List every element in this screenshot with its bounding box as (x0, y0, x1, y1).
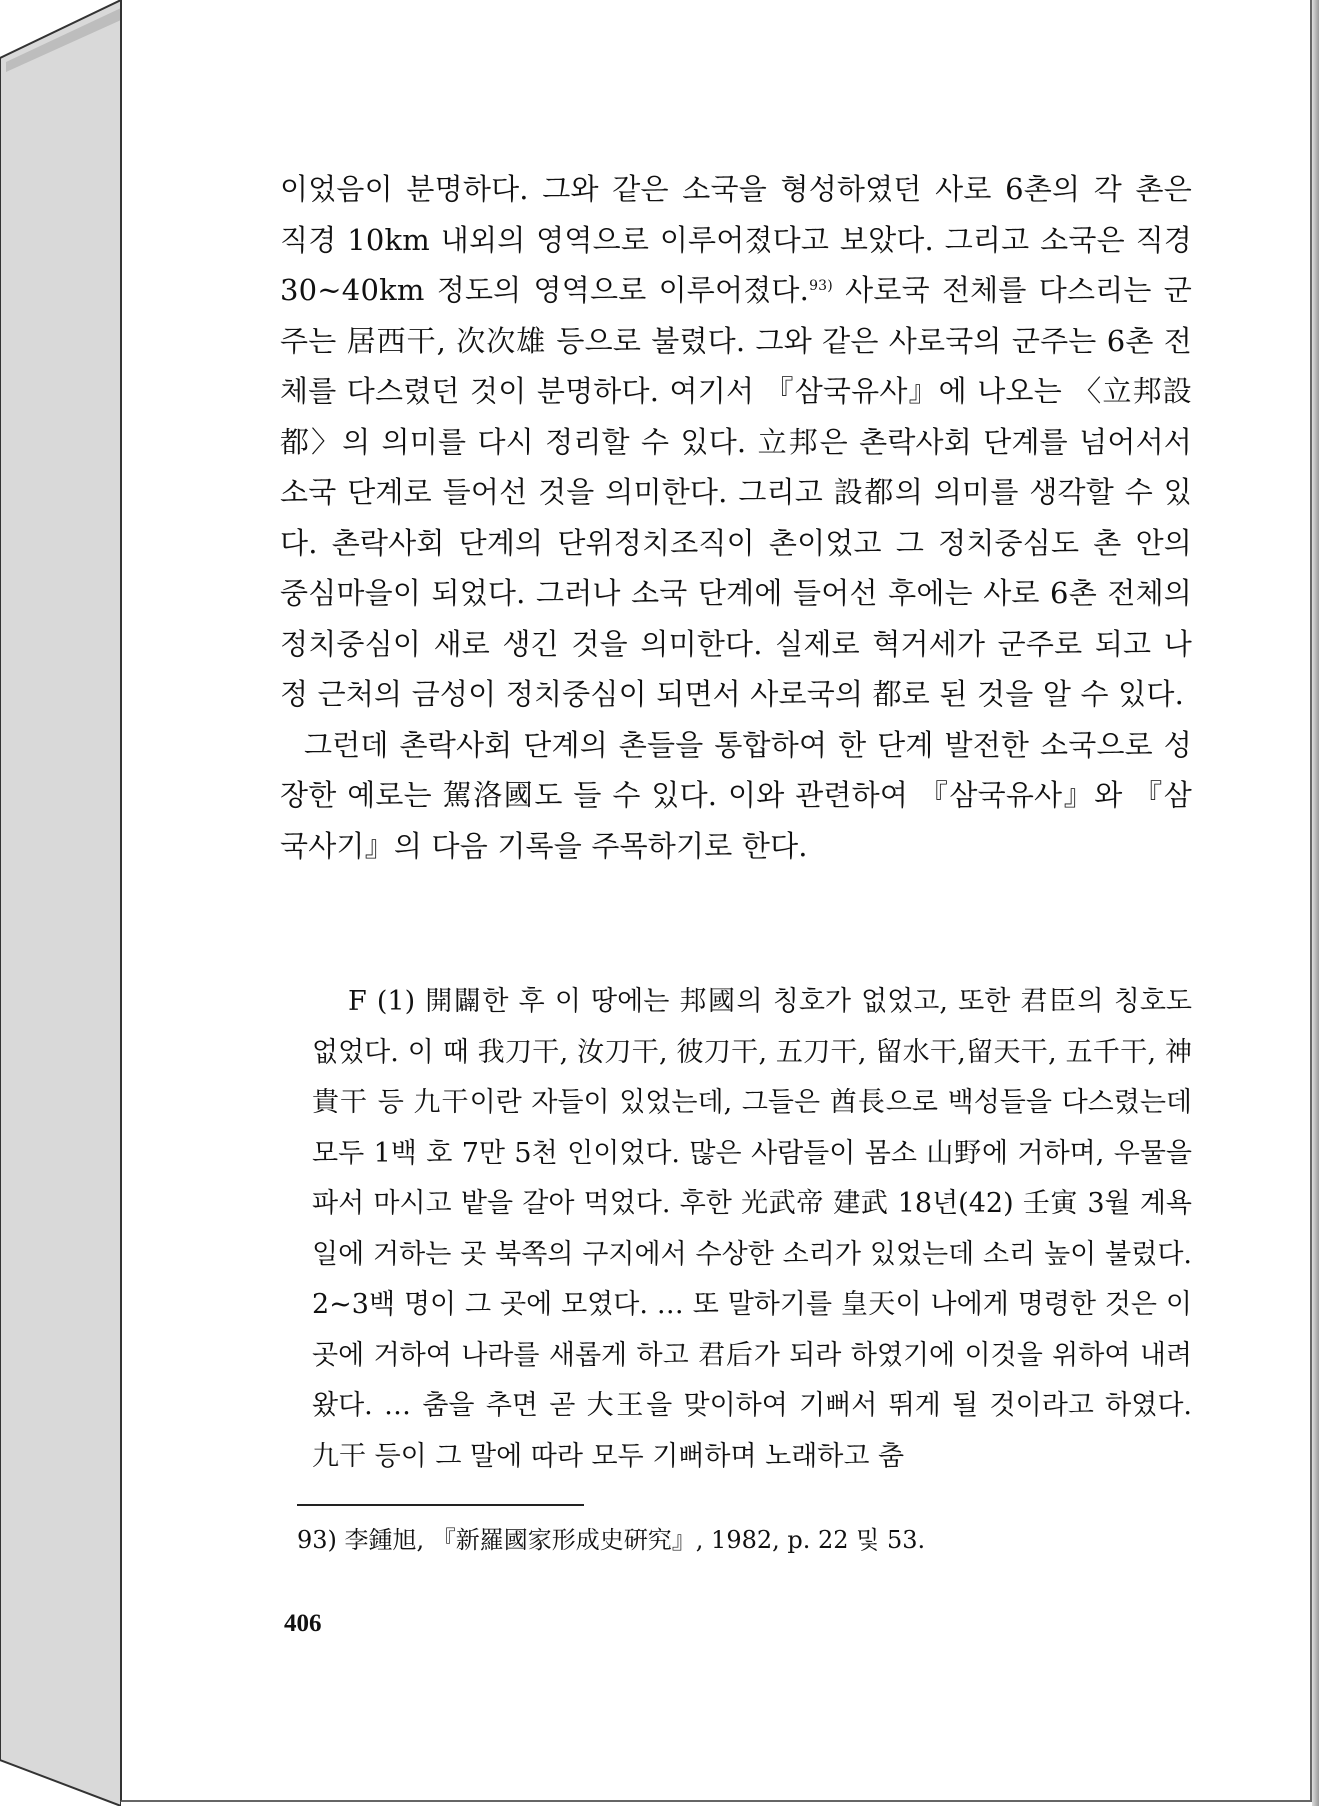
paragraph-1 (280, 164, 1192, 720)
footnote: 93) 李鍾旭, 『新羅國家形成史硏究』, 1982, p. 22 및 53. (297, 1526, 926, 1554)
quote-f1: F (1) 開闢한 후 이 땅에는 邦國의 칭호가 없었고, 또한 君臣의 칭호도 없었다. 이 때 我刀干, 汝刀干, 彼刀干, 五刀干, 留水干,留天干, 五千干, 神貴干 등 九干이란 자들이 있었는데, 그들은 酋長으로 백성들을 다스렸는데 모두 1백 호 7만 5천 인이었다. 많은 사람들이 몸소 山野에 거하며, 우물을 파서 마시고 밭을 갈아 먹었다. 후한 光武帝 建武 18년(42) 壬寅 3월 계욕일에 거하는 곳 북쪽의 구지에서 수상한 소리가 있었는데 소리 높이 불렀다. 2~3백 명이 그 곳에 모였다. … 또 말하기를 皇天이 나에게 명령한 것은 이 곳에 거하여 나라를 새롭게 하고 君后가 되라 하였기에 이것을 위하여 내려왔다. … 춤을 추면 곧 大王을 맞이하여 기뻐서 뛰게 될 것이라고 하였다. 九干 등이 그 말에 따라 모두 기뻐하며 노래하고 춤 (312, 986, 1192, 1472)
quoted-passage (312, 977, 1192, 1482)
paragraph-1-continuation: 사로국 전체를 다스리는 군주는 居西干, 次次雄 등으로 불렸다. 그와 같은 사로국의 군주는 6촌 전체를 다스렸던 것이 분명하다. 여기서 『삼국유사』에 나오는 〈立邦設都〉의 의미를 다시 정리할 수 있다. 立邦은 촌락사회 단계를 넘어서서 소국 단계로 들어선 것을 의미한다. 그리고 設都의 의미를 생각할 수 있다. 촌락사회 단계의 단위정치조직이 촌이었고 그 정치중심도 촌 안의 중심마을이 되었다. 그러나 소국 단계에 들어선 후에는 사로 6촌 전체의 정치중심이 새로 생긴 것을 의미한다. 실제로 혁거세가 군주로 되고 나정 근처의 금성이 정치중심이 되면서 사로국의 都로 된 것을 알 수 있다. (280, 273, 1192, 711)
page-number: 406 (284, 1610, 322, 1637)
page-edge (1312, 0, 1319, 1806)
paragraph-1-text: 이었음이 분명하다. 그와 같은 소국을 형성하였던 사로 6촌의 각 촌은 직경 10km 내외의 영역으로 이루어졌다고 보았다. 그리고 소국은 직경 30~40km 정도의 영역으로 이루어졌다. (280, 172, 1192, 307)
main-text (280, 164, 1192, 871)
book-spine (0, 0, 121, 1806)
footnote-divider (297, 1504, 584, 1506)
paragraph-2: 그런데 촌락사회 단계의 촌들을 통합하여 한 단계 발전한 소국으로 성장한 예로는 駕洛國도 들 수 있다. 이와 관련하여 『삼국유사』와 『삼국사기』의 다음 기록을 주목하기로 한다. (280, 727, 1192, 863)
footnote-marker: 93) (809, 278, 833, 294)
